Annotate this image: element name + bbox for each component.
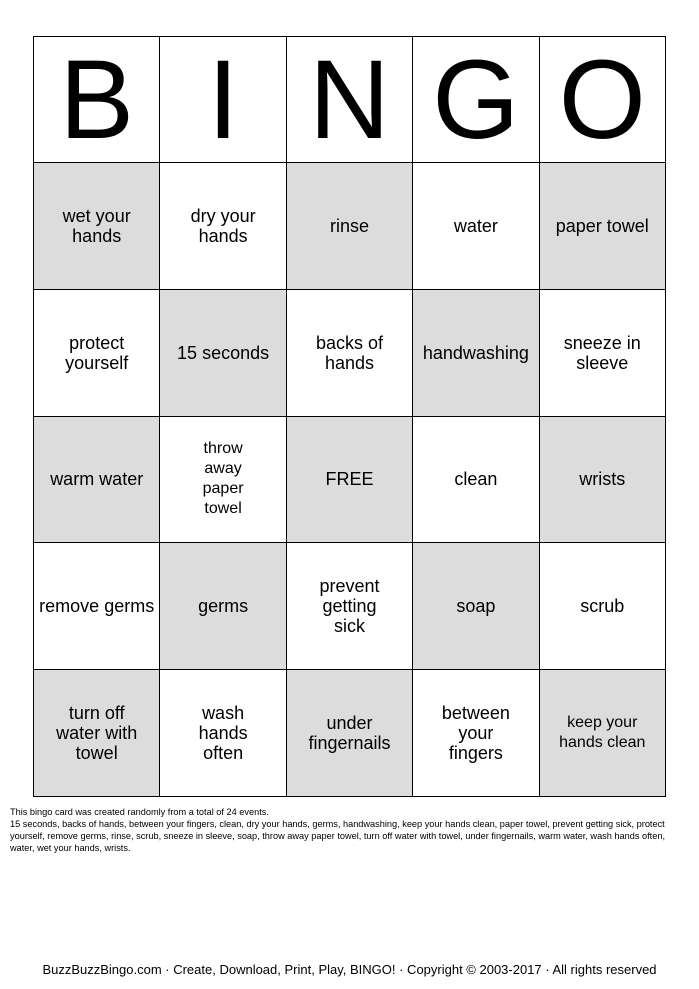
- bingo-cell: warm water: [34, 416, 160, 543]
- header-letter-o: O: [539, 37, 665, 163]
- bingo-cell: sneeze in sleeve: [539, 289, 665, 416]
- bingo-cell: paper towel: [539, 163, 665, 290]
- bingo-cell: backs of hands: [286, 289, 412, 416]
- bingo-cell: wash hands often: [160, 670, 286, 797]
- bingo-cell: protect yourself: [34, 289, 160, 416]
- bingo-cell: remove germs: [34, 543, 160, 670]
- bingo-cell: water: [413, 163, 539, 290]
- header-letter-b: B: [34, 37, 160, 163]
- bingo-row-4: [34, 543, 666, 670]
- bingo-cell: rinse: [286, 163, 412, 290]
- bingo-cell: under fingernails: [286, 670, 412, 797]
- bingo-cell: dry your hands: [160, 163, 286, 290]
- bingo-card: [33, 36, 666, 797]
- bingo-row-3: [34, 416, 666, 543]
- bingo-row-5: [34, 670, 666, 797]
- bingo-cell: clean: [413, 416, 539, 543]
- bingo-cell: keep your hands clean: [539, 670, 665, 797]
- header-letter-i: I: [160, 37, 286, 163]
- bingo-cell: throw away paper towel: [160, 416, 286, 543]
- header-letter-n: N: [286, 37, 412, 163]
- bingo-cell: wrists: [539, 416, 665, 543]
- bingo-cell: germs: [160, 543, 286, 670]
- bingo-cell: prevent getting sick: [286, 543, 412, 670]
- bingo-cell-free: FREE: [286, 416, 412, 543]
- bingo-row-1: [34, 163, 666, 290]
- header-letter-g: G: [413, 37, 539, 163]
- bingo-header-row: [34, 37, 666, 163]
- bingo-cell: between your fingers: [413, 670, 539, 797]
- notes-event-list: 15 seconds, backs of hands, between your fingers, clean, dry your hands, germs, handwashing, keep your hands clean, paper towel, prevent getting sick, protect yourself, remove germs, rinse, scrub, sneeze in sleeve, soap, throw away paper towel, turn off water with towel, under fingernails, warm water, wash hands often, water, wet your hands, wrists.: [10, 819, 666, 853]
- bingo-cell: handwashing: [413, 289, 539, 416]
- bingo-cell: soap: [413, 543, 539, 670]
- bingo-cell: wet your hands: [34, 163, 160, 290]
- bingo-cell: scrub: [539, 543, 665, 670]
- card-notes: [10, 806, 690, 854]
- bingo-cell: 15 seconds: [160, 289, 286, 416]
- notes-intro: This bingo card was created randomly from a total of 24 events.: [10, 807, 269, 817]
- bingo-cell: turn off water with towel: [34, 670, 160, 797]
- page-footer: BuzzBuzzBingo.com · Create, Download, Print, Play, BINGO! · Copyright © 2003-2017 · All rights reserved: [42, 962, 657, 977]
- bingo-row-2: [34, 289, 666, 416]
